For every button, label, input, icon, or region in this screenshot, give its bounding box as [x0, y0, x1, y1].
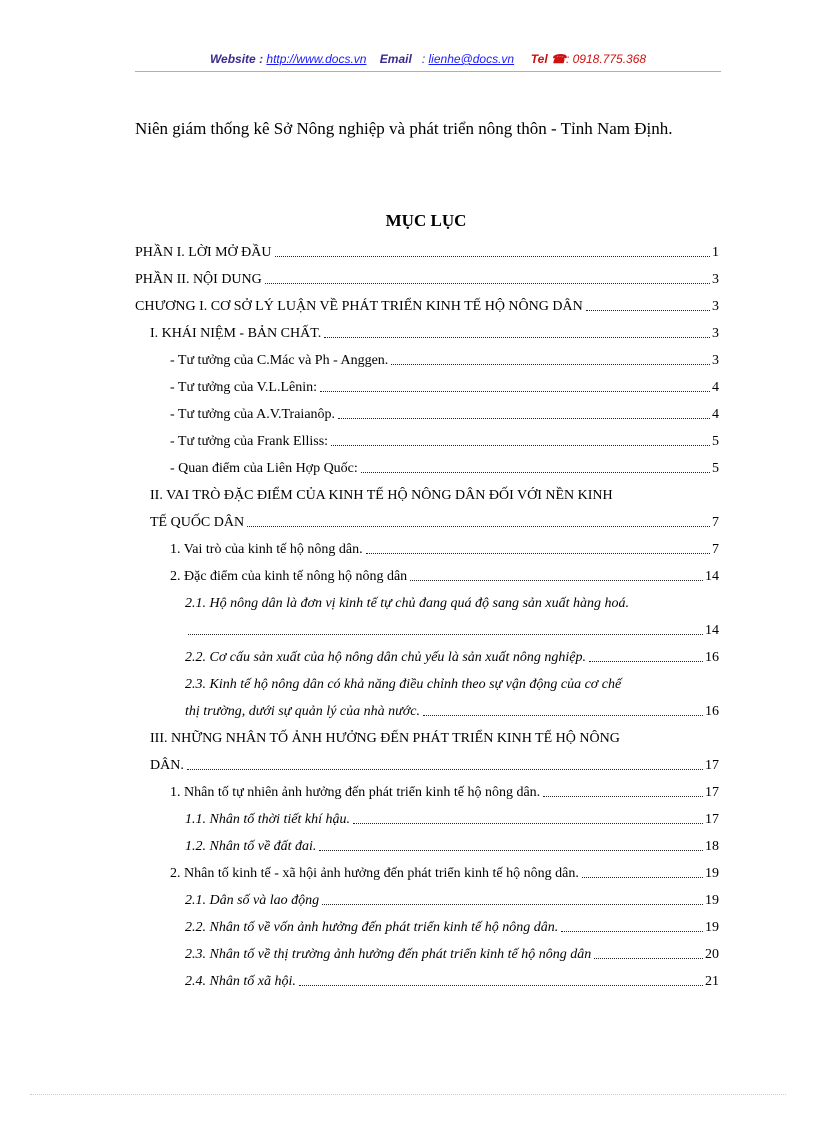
toc-entry-title: - Quan điểm của Liên Hợp Quốc: — [170, 461, 358, 476]
toc-entry-title: 2.2. Nhân tố về vốn ảnh hưởng đến phát triển kinh tế hộ nông dân. — [185, 920, 559, 935]
toc-leader — [187, 769, 703, 770]
toc-entry[interactable] — [135, 726, 719, 780]
toc-entry-title: 2.3. Nhân tố về thị trường ảnh hưởng đến phát triển kinh tế hộ nông dân — [185, 947, 592, 962]
toc-entry-title: 1. Nhân tố tự nhiên ảnh hưởng đến phát triển kinh tế hộ nông dân. — [170, 785, 541, 800]
toc-page-number: 3 — [712, 299, 719, 314]
toc-leader — [324, 337, 710, 338]
toc-leader — [338, 418, 710, 419]
email-separator: : — [421, 52, 426, 66]
toc-entry-title: 1.1. Nhân tố thời tiết khí hậu. — [185, 812, 350, 827]
toc-entry[interactable] — [135, 861, 719, 888]
toc-leader — [361, 472, 710, 473]
toc-page-number: 19 — [705, 920, 719, 935]
toc-leader — [366, 553, 710, 554]
toc-entry[interactable] — [135, 375, 719, 402]
toc-entry[interactable] — [135, 267, 719, 294]
toc-page-number: 21 — [705, 974, 719, 989]
toc-entry-title: 2. Nhân tố kinh tế - xã hội ảnh hưởng đến phát triển kinh tế hộ nông dân. — [170, 866, 579, 881]
toc-entry-title-line1: 2.1. Hộ nông dân là đơn vị kinh tế tự chủ đang quá độ sang sản xuất hàng hoá. — [185, 596, 630, 611]
table-of-contents — [135, 240, 719, 996]
toc-title: MỤC LỤC — [385, 211, 467, 230]
toc-leader — [582, 877, 703, 878]
toc-page-number: 4 — [712, 407, 719, 422]
toc-entry-title: PHẦN II. NỘI DUNG — [135, 272, 262, 287]
toc-page-number: 17 — [705, 758, 719, 773]
toc-leader — [188, 634, 703, 635]
toc-leader — [265, 283, 710, 284]
toc-page-number: 19 — [705, 893, 719, 908]
toc-entry-title: - Tư tưởng của A.V.Traianôp. — [170, 407, 336, 422]
toc-entry-title: - Tư tưởng của Frank Elliss: — [170, 434, 329, 449]
toc-leader — [247, 526, 710, 527]
toc-entry-title: - Tư tưởng của C.Mác và Ph - Anggen. — [170, 353, 389, 368]
toc-entry-title-line1: 2.3. Kinh tế hộ nông dân có khả năng điều chỉnh theo sự vận động của cơ chế — [185, 677, 622, 692]
toc-leader — [299, 985, 703, 986]
toc-entry[interactable] — [135, 294, 719, 321]
website-link[interactable]: http://www.docs.vn — [266, 52, 367, 66]
toc-entry[interactable] — [135, 807, 719, 834]
toc-entry[interactable] — [135, 321, 719, 348]
toc-entry[interactable] — [135, 888, 719, 915]
toc-page-number: 16 — [705, 650, 719, 665]
toc-page-number: 17 — [705, 812, 719, 827]
toc-entry-title: TẾ QUỐC DÂN — [150, 515, 245, 530]
toc-page-number: 20 — [705, 947, 719, 962]
toc-entry-title: PHẦN I. LỜI MỞ ĐẦU — [135, 245, 272, 260]
toc-entry-title: 1.2. Nhân tố về đất đai. — [185, 839, 317, 854]
toc-leader — [543, 796, 703, 797]
toc-entry-title: 2.2. Cơ cấu sản xuất của hộ nông dân chủ yếu là sản xuất nông nghiệp. — [185, 650, 586, 665]
email-link[interactable]: lienhe@docs.vn — [428, 52, 515, 66]
toc-entry[interactable] — [135, 591, 719, 645]
tel-number: : 0918.775.368 — [565, 52, 647, 66]
toc-entry[interactable] — [135, 834, 719, 861]
toc-entry[interactable] — [135, 348, 719, 375]
toc-leader — [319, 850, 703, 851]
toc-entry-title-line1: II. VAI TRÒ ĐẶC ĐIỂM CỦA KINH TẾ HỘ NÔNG DÂN ĐỐI VỚI NỀN KINH — [150, 488, 613, 503]
toc-leader — [410, 580, 703, 581]
toc-page-number: 5 — [712, 461, 719, 476]
toc-page-number: 3 — [712, 272, 719, 287]
toc-leader — [586, 310, 710, 311]
toc-entry[interactable] — [135, 456, 719, 483]
toc-entry-title: - Tư tưởng của V.L.Lênin: — [170, 380, 318, 395]
toc-leader — [353, 823, 703, 824]
toc-page-number: 18 — [705, 839, 719, 854]
toc-leader — [423, 715, 703, 716]
header-rule — [135, 71, 721, 72]
toc-leader — [320, 391, 710, 392]
phone-icon: ☎ — [551, 52, 566, 66]
toc-entry-title: 1. Vai trò của kinh tế hộ nông dân. — [170, 542, 363, 557]
toc-page-number: 3 — [712, 326, 719, 341]
toc-entry[interactable] — [135, 969, 719, 996]
website-label: Website : — [209, 52, 264, 66]
toc-entry-title: I. KHÁI NIỆM - BẢN CHẤT. — [150, 326, 322, 341]
toc-page-number: 19 — [705, 866, 719, 881]
toc-page-number: 3 — [712, 353, 719, 368]
tel-label: Tel — [530, 52, 548, 66]
toc-leader — [275, 256, 711, 257]
toc-entry-title: 2.4. Nhân tố xã hội. — [185, 974, 296, 989]
toc-entry[interactable] — [135, 645, 719, 672]
toc-entry[interactable] — [135, 537, 719, 564]
toc-entry-title: CHƯƠNG I. CƠ SỞ LÝ LUẬN VỀ PHÁT TRIỂN KINH TẾ HỘ NÔNG DÂN — [135, 299, 583, 314]
toc-entry[interactable] — [135, 240, 719, 267]
toc-page-number: 14 — [705, 569, 719, 584]
toc-leader — [391, 364, 710, 365]
toc-entry-title-line1: III. NHỮNG NHÂN TỐ ẢNH HƯỞNG ĐẾN PHÁT TRIỂN KINH TẾ HỘ NÔNG — [150, 731, 620, 746]
toc-page-number: 5 — [712, 434, 719, 449]
toc-entry-title: DÂN. — [150, 758, 184, 773]
toc-entry[interactable] — [135, 483, 719, 537]
toc-entry-title: 2. Đặc điểm của kinh tế nông hộ nông dân — [170, 569, 408, 584]
toc-leader — [561, 931, 703, 932]
toc-leader — [594, 958, 703, 959]
toc-entry[interactable] — [135, 780, 719, 807]
toc-entry[interactable] — [135, 915, 719, 942]
toc-leader — [589, 661, 703, 662]
toc-entry[interactable] — [135, 564, 719, 591]
toc-leader — [322, 904, 703, 905]
toc-page-number: 4 — [712, 380, 719, 395]
toc-leader — [331, 445, 710, 446]
toc-entry-title: thị trường, dưới sự quản lý của nhà nước. — [185, 704, 420, 719]
toc-entry[interactable] — [135, 402, 719, 429]
page-header — [135, 52, 721, 66]
toc-page-number: 7 — [712, 515, 719, 530]
toc-page-number: 16 — [705, 704, 719, 719]
toc-entry[interactable] — [135, 672, 719, 726]
toc-page-number: 14 — [705, 623, 719, 638]
toc-page-number: 17 — [705, 785, 719, 800]
toc-entry[interactable] — [135, 429, 719, 456]
toc-page-number: 1 — [712, 245, 719, 260]
toc-page-number: 7 — [712, 542, 719, 557]
toc-entry-title: 2.1. Dân số và lao động — [185, 893, 320, 908]
email-label: Email — [379, 52, 412, 66]
intro-paragraph: Niên giám thống kê Sở Nông nghiệp và phát triển nông thôn - Tỉnh Nam Định. — [135, 119, 673, 138]
toc-entry[interactable] — [135, 942, 719, 969]
footer-rule — [30, 1094, 786, 1095]
